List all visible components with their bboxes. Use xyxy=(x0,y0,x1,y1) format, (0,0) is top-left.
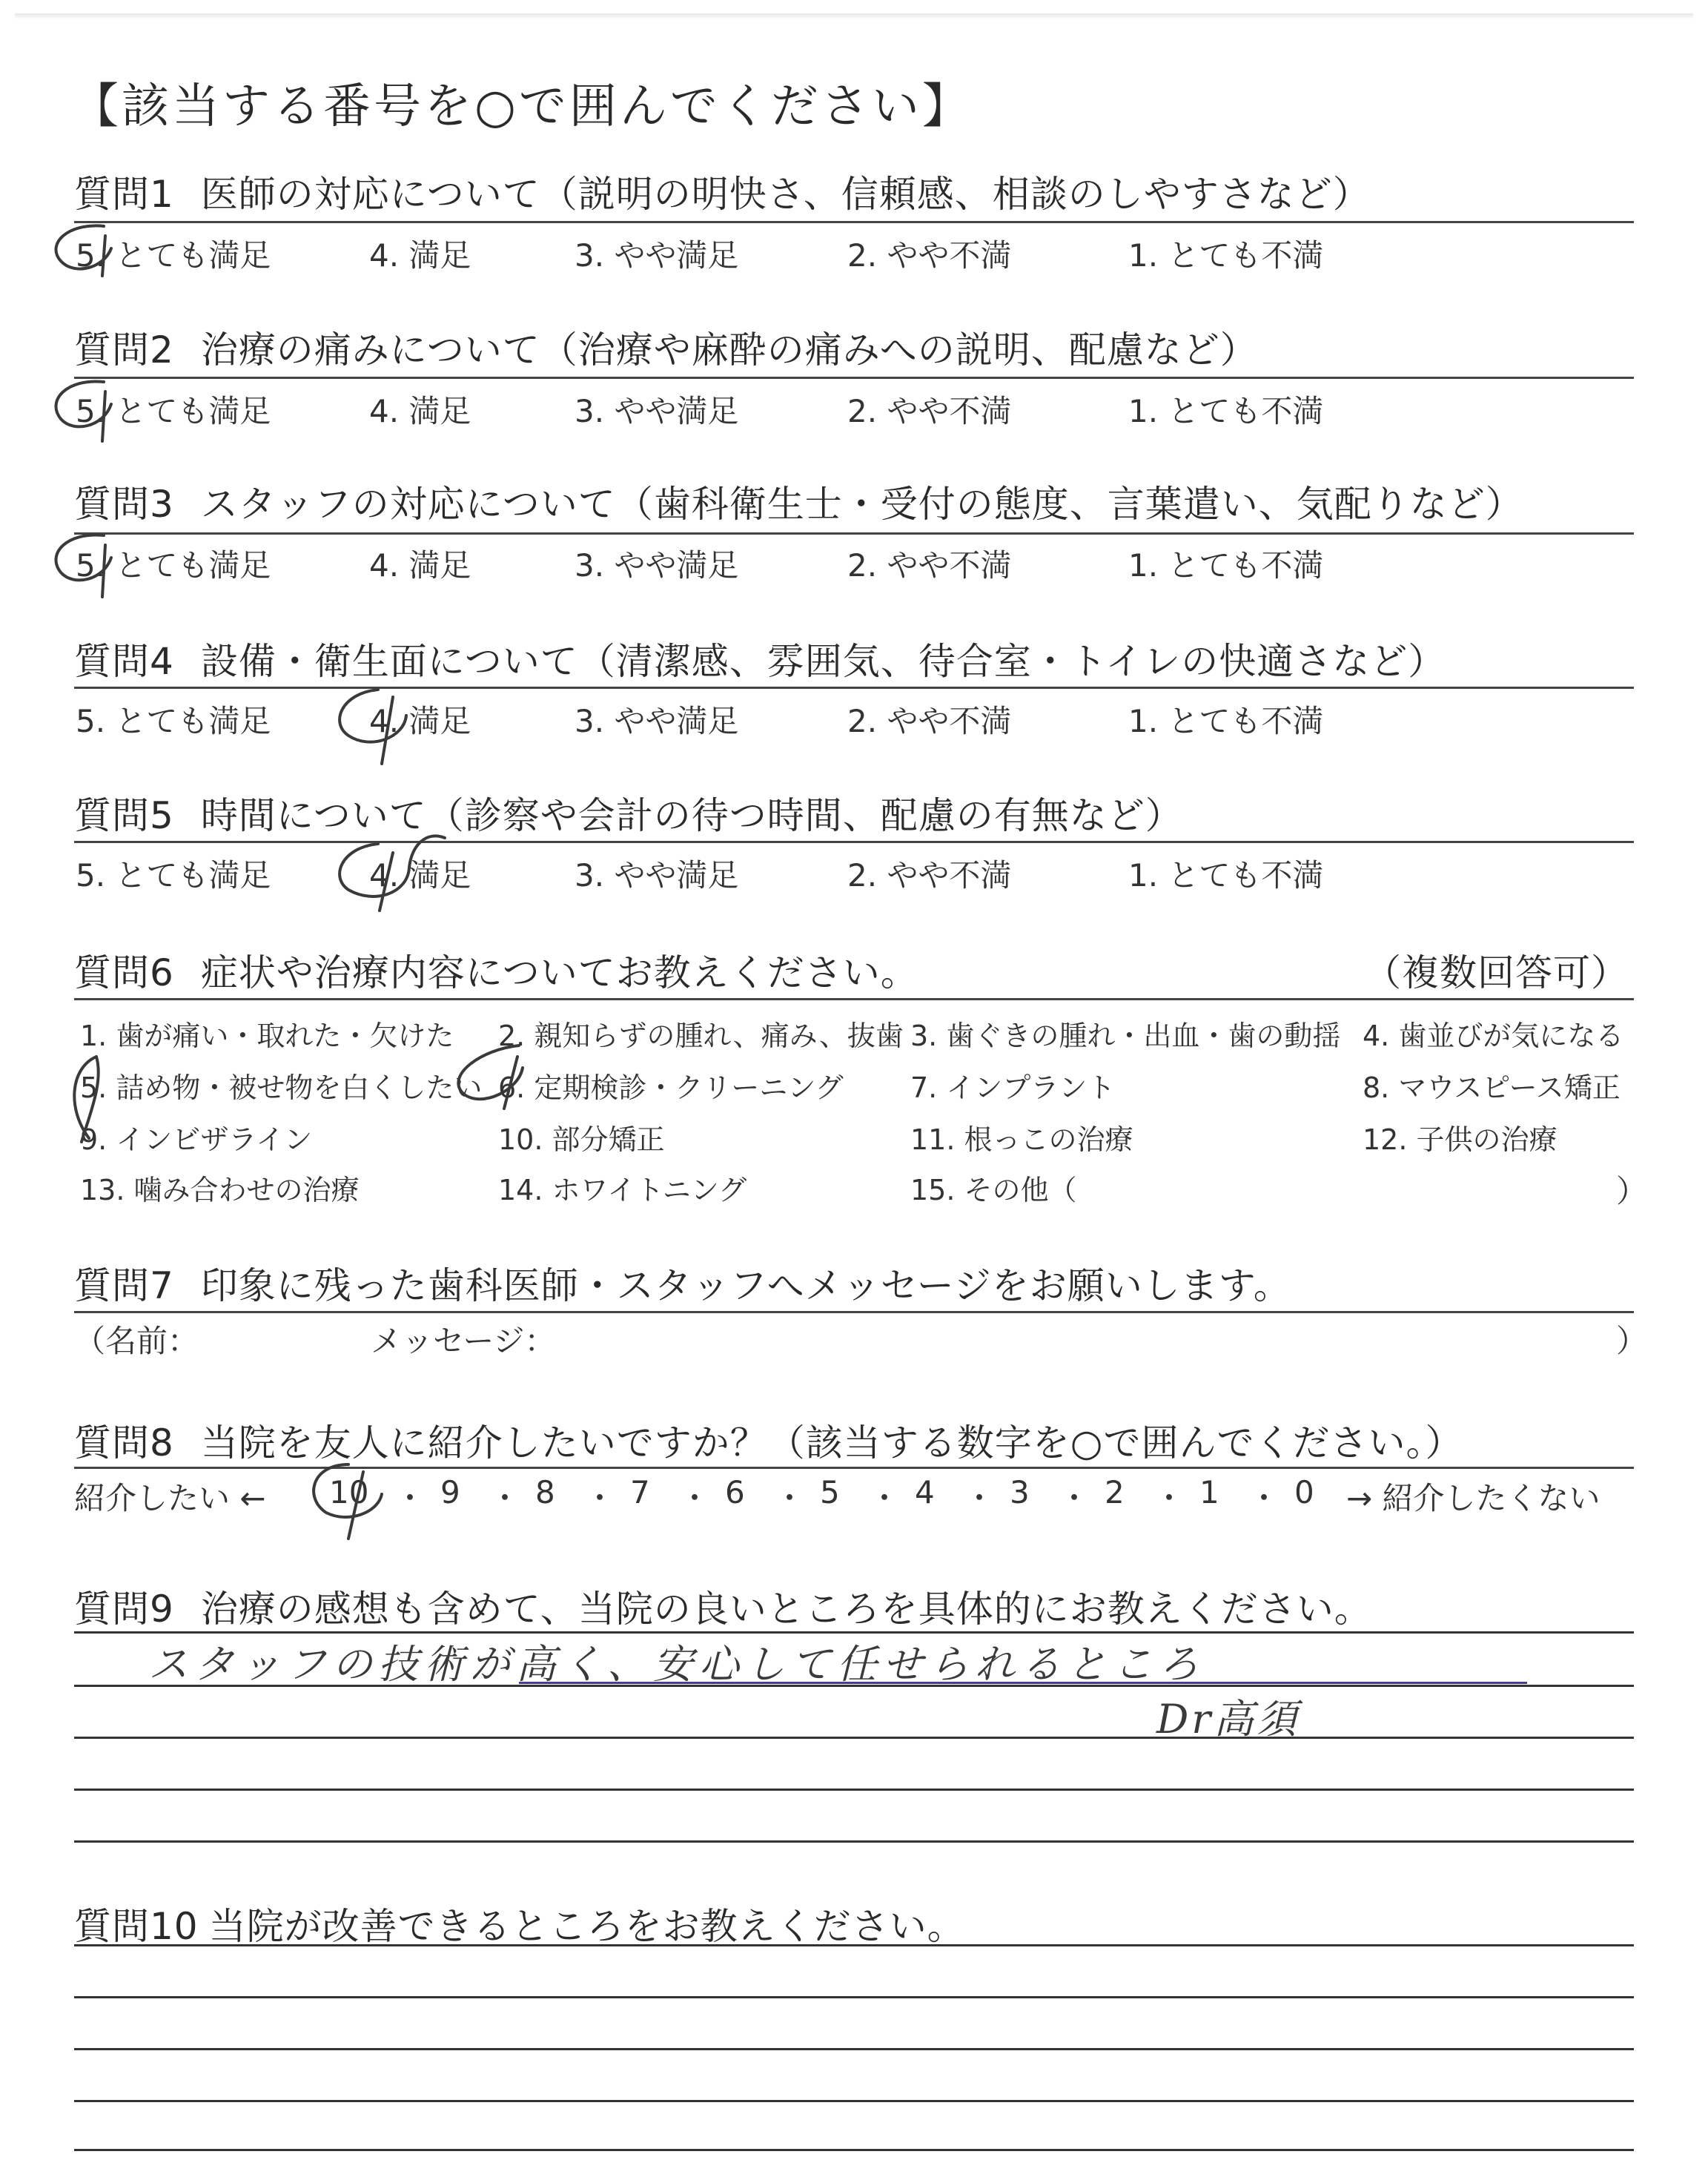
question-7-heading xyxy=(74,1256,1291,1309)
question-3-text: スタッフの対応について（歯科衛生士・受付の態度、言葉遣い、気配りなど） xyxy=(200,483,1523,526)
q2-option-2[interactable]: 2. やや不満 xyxy=(847,393,1012,429)
q10-answer-line xyxy=(74,2048,1634,2050)
q8-scale-7[interactable]: 7 xyxy=(630,1474,650,1510)
scan-edge xyxy=(15,13,1693,19)
q6-option-3[interactable]: 3. 歯ぐきの腫れ・出血・歯の動揺 xyxy=(910,1020,1341,1052)
q5-option-4[interactable]: 4. 満足 xyxy=(369,857,471,894)
question-1-heading xyxy=(74,165,1371,218)
q8-scale-8[interactable]: 8 xyxy=(535,1474,555,1510)
q10-answer-line xyxy=(74,1944,1634,1946)
question-7-number: 質問7 xyxy=(74,1264,174,1307)
q1-option-4[interactable]: 4. 満足 xyxy=(369,237,471,274)
q10-answer-line xyxy=(74,2100,1634,2102)
q8-scale-dot: ・ xyxy=(964,1480,996,1516)
q9-answer-line xyxy=(74,1737,1634,1739)
q6-option-10[interactable]: 10. 部分矯正 xyxy=(498,1123,665,1156)
q1-option-2[interactable]: 2. やや不満 xyxy=(847,237,1012,274)
question-9-number: 質問9 xyxy=(74,1588,174,1631)
q8-right-label: → 紹介したくない xyxy=(1346,1480,1601,1516)
question-4-number: 質問4 xyxy=(74,640,174,683)
q3-option-5[interactable]: 5. とても満足 xyxy=(76,547,271,584)
q8-scale-dot: ・ xyxy=(1248,1480,1280,1516)
q8-scale-dot: ・ xyxy=(1153,1480,1185,1516)
question-5-rule xyxy=(74,841,1634,843)
q10-answer-line xyxy=(74,1996,1634,1998)
question-8-rule xyxy=(74,1467,1634,1469)
question-2-heading xyxy=(74,320,1258,374)
question-8-heading xyxy=(74,1413,1463,1467)
question-3-rule xyxy=(74,532,1634,535)
question-6-rule xyxy=(74,998,1634,1000)
q8-scale-4[interactable]: 4 xyxy=(915,1474,935,1510)
q10-answer-line xyxy=(74,2149,1634,2151)
q8-scale-3[interactable]: 3 xyxy=(1010,1474,1030,1510)
question-2-number: 質問2 xyxy=(74,328,174,371)
q6-option-2[interactable]: 2. 親知らずの腫れ、痛み、抜歯 xyxy=(498,1020,904,1052)
question-3-heading xyxy=(74,475,1523,528)
question-8-number: 質問8 xyxy=(74,1421,174,1464)
q8-scale-1[interactable]: 1 xyxy=(1199,1474,1219,1510)
q8-scale-6[interactable]: 6 xyxy=(725,1474,745,1510)
q6-option-1[interactable]: 1. 歯が痛い・取れた・欠けた xyxy=(80,1020,454,1052)
question-1-number: 質問1 xyxy=(74,173,174,216)
question-4-rule xyxy=(74,687,1634,689)
q7-close-paren: ） xyxy=(1616,1323,1648,1359)
q9-answer-underline xyxy=(519,1682,1527,1684)
q2-option-1[interactable]: 1. とても不満 xyxy=(1128,393,1324,429)
question-7-rule xyxy=(74,1311,1634,1313)
q5-option-1[interactable]: 1. とても不満 xyxy=(1128,857,1324,894)
question-5-text: 時間について（診察や会計の待つ時間、配慮の有無など） xyxy=(200,794,1183,837)
question-10-text: 当院が改善できるところをお教えください。 xyxy=(208,1905,965,1948)
question-1-rule xyxy=(74,221,1634,223)
q8-scale-dot: ・ xyxy=(1059,1480,1090,1516)
q6-other-close-paren: ） xyxy=(1616,1173,1648,1209)
question-6-heading xyxy=(74,943,918,997)
q6-option-15[interactable]: 15. その他（ xyxy=(910,1174,1077,1206)
q5-option-5[interactable]: 5. とても満足 xyxy=(76,857,271,894)
q4-option-2[interactable]: 2. やや不満 xyxy=(847,703,1012,739)
q2-option-3[interactable]: 3. やや満足 xyxy=(575,393,739,429)
q4-option-1[interactable]: 1. とても不満 xyxy=(1128,703,1324,739)
question-9-heading xyxy=(74,1579,1372,1633)
q8-scale-0[interactable]: 0 xyxy=(1294,1474,1314,1510)
q8-scale-dot: ・ xyxy=(489,1480,521,1516)
q8-left-label: 紹介したい ← xyxy=(74,1480,266,1516)
q8-scale-dot: ・ xyxy=(774,1480,806,1516)
q3-option-2[interactable]: 2. やや不満 xyxy=(847,547,1012,584)
q4-option-3[interactable]: 3. やや満足 xyxy=(575,703,739,739)
page-title: 【該当する番号を○で囲んでください】 xyxy=(71,79,973,134)
q8-scale-dot: ・ xyxy=(394,1480,426,1516)
question-4-heading xyxy=(74,632,1446,685)
q2-option-5[interactable]: 5. とても満足 xyxy=(76,393,271,429)
q8-scale-10[interactable]: 10 xyxy=(329,1474,369,1510)
question-5-number: 質問5 xyxy=(74,794,174,837)
question-6-text: 症状や治療内容についてお教えください。 xyxy=(200,951,918,994)
q5-option-3[interactable]: 3. やや満足 xyxy=(575,857,739,894)
question-5-heading xyxy=(74,786,1183,839)
q8-scale-2[interactable]: 2 xyxy=(1105,1474,1125,1510)
q4-option-4[interactable]: 4. 満足 xyxy=(369,703,471,739)
question-10-number: 質問10 xyxy=(74,1905,199,1948)
question-6-note: （複数回答可） xyxy=(1364,951,1629,994)
q6-option-6[interactable]: 6. 定期検診・クリーニング xyxy=(498,1071,844,1104)
q8-scale-9[interactable]: 9 xyxy=(440,1474,460,1510)
question-4-text: 設備・衛生面について（清潔感、雰囲気、待合室・トイレの快適さなど） xyxy=(200,640,1446,683)
q6-option-14[interactable]: 14. ホワイトニング xyxy=(498,1174,747,1206)
question-2-text: 治療の痛みについて（治療や麻酔の痛みへの説明、配慮など） xyxy=(200,328,1258,371)
question-6-number: 質問6 xyxy=(74,951,174,994)
q3-option-1[interactable]: 1. とても不満 xyxy=(1128,547,1324,584)
q6-option-13[interactable]: 13. 噛み合わせの治療 xyxy=(80,1174,360,1206)
q6-option-11[interactable]: 11. 根っこの治療 xyxy=(910,1123,1133,1156)
q6-option-4[interactable]: 4. 歯並びが気になる xyxy=(1363,1020,1624,1052)
q9-answer-line xyxy=(74,1789,1634,1791)
q8-scale-dot: ・ xyxy=(869,1480,901,1516)
question-8-text: 当院を友人に紹介したいですか？（該当する数字を○で囲んでください。） xyxy=(200,1421,1463,1464)
q3-option-3[interactable]: 3. やや満足 xyxy=(575,547,739,584)
q6-option-5[interactable]: 5. 詰め物・被せ物を白くしたい xyxy=(80,1071,483,1104)
q5-option-2[interactable]: 2. やや不満 xyxy=(847,857,1012,894)
question-2-rule xyxy=(74,377,1634,379)
question-10-heading xyxy=(74,1897,965,1950)
q6-option-7[interactable]: 7. インプラント xyxy=(910,1071,1116,1104)
question-3-number: 質問3 xyxy=(74,483,174,526)
q6-option-8[interactable]: 8. マウスピース矯正 xyxy=(1363,1071,1621,1104)
q4-option-5[interactable]: 5. とても満足 xyxy=(76,703,271,739)
q9-answer-line xyxy=(74,1840,1634,1843)
q8-scale-dot: ・ xyxy=(679,1480,711,1516)
q1-option-3[interactable]: 3. やや満足 xyxy=(575,237,739,274)
question-1-text: 医師の対応について（説明の明快さ、信頼感、相談のしやすさなど） xyxy=(200,173,1371,216)
question-7-text: 印象に残った歯科医師・スタッフへメッセージをお願いします。 xyxy=(200,1264,1291,1307)
q6-option-12[interactable]: 12. 子供の治療 xyxy=(1363,1123,1558,1156)
q3-option-4[interactable]: 4. 満足 xyxy=(369,547,471,584)
q2-option-4[interactable]: 4. 満足 xyxy=(369,393,471,429)
q9-handwritten-answer: スタッフの技術が高く、安心して任せられるところ xyxy=(148,1641,1205,1688)
q7-name-label[interactable]: （名前： xyxy=(74,1323,199,1359)
q8-scale-dot: ・ xyxy=(584,1480,616,1516)
q9-signature: Dr高須 xyxy=(1156,1696,1300,1743)
q8-scale-5[interactable]: 5 xyxy=(820,1474,840,1510)
q7-message-label[interactable]: メッセージ： xyxy=(371,1323,556,1359)
q6-option-9[interactable]: 9. インビザライン xyxy=(80,1123,313,1156)
q1-option-1[interactable]: 1. とても不満 xyxy=(1128,237,1324,274)
q1-option-5[interactable]: 5. とても満足 xyxy=(76,237,271,274)
question-9-text: 治療の感想も含めて、当院の良いところを具体的にお教えください。 xyxy=(200,1588,1372,1631)
